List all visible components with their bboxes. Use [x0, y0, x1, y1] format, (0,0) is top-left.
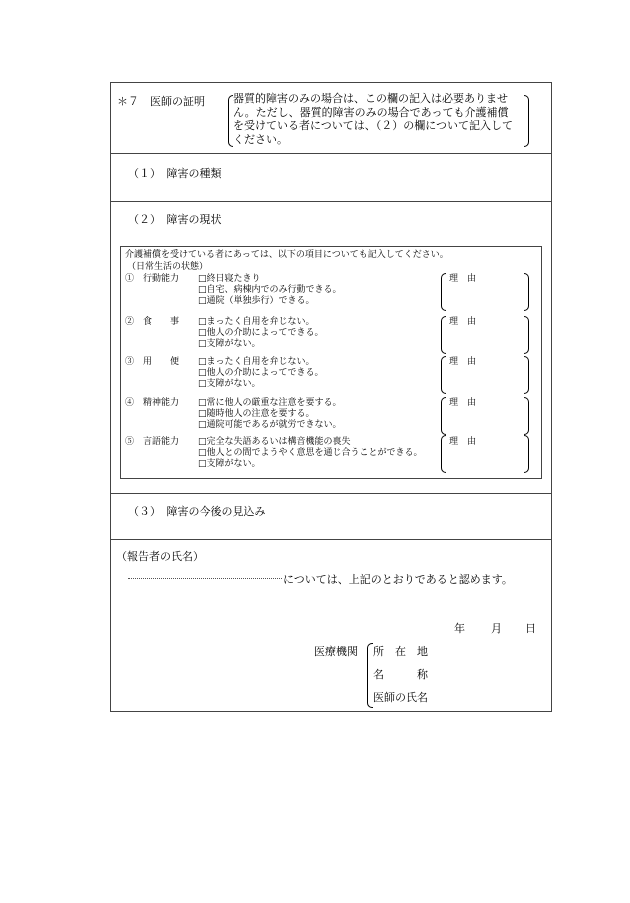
category-options: [198, 317, 324, 350]
note-line: ん。ただし、器質的障害のみの場合であっても介護補償: [233, 105, 509, 119]
certificate-frame: [110, 82, 552, 712]
category-label: ⑤ 言語能力: [125, 437, 180, 447]
institution-name: 名 称: [373, 668, 428, 681]
note-line: を受けている者については、（２）の欄について記入して: [233, 119, 514, 132]
date-year: 年: [454, 622, 465, 635]
category-options: [198, 437, 423, 470]
reason-right-brace: [524, 397, 529, 435]
checkbox-option[interactable]: □まったく自用を弁じない。: [198, 317, 315, 327]
reason-label: 理 由: [449, 398, 477, 408]
status-heading: （２） 障害の現状: [128, 213, 222, 226]
checkbox-option[interactable]: □自宅、病棟内でのみ行動できる。: [198, 285, 342, 295]
reporter-name-line[interactable]: [128, 578, 282, 579]
reason-left-brace: [441, 273, 446, 311]
care-intro: 介護補償を受けている者にあっては、以下の項目についても記入してください。: [125, 250, 449, 260]
divider: [111, 153, 551, 154]
checkbox-option[interactable]: □支障がない。: [198, 339, 261, 349]
category-options: [198, 398, 342, 431]
note-line: ください。: [233, 132, 288, 146]
category-options: [198, 357, 324, 390]
reason-label: 理 由: [449, 437, 477, 447]
checkbox-option[interactable]: □まったく自用を弁じない。: [198, 357, 315, 367]
date-day: 日: [525, 622, 536, 635]
note-line: 器質的障害のみの場合は、この欄の記入は必要ありませ: [233, 92, 508, 105]
checkbox-option[interactable]: □他人の介助によってできる。: [198, 328, 324, 338]
reason-right-brace: [524, 356, 529, 394]
care-subtitle: （日常生活の状態）: [127, 262, 209, 272]
institution-label: 医療機関: [314, 645, 358, 658]
reason-label: 理 由: [449, 274, 477, 284]
reason-left-brace: [441, 397, 446, 435]
divider: [111, 539, 551, 540]
certification-statement: については、上記のとおりであると認めます。: [283, 573, 513, 586]
reason-label: 理 由: [449, 317, 477, 327]
doctor-name: 医師の氏名: [373, 691, 428, 704]
category-label: ② 食 事: [125, 317, 180, 327]
care-status-box: [120, 246, 542, 479]
category-label: ① 行動能力: [125, 274, 180, 284]
date-month: 月: [491, 622, 502, 635]
category-options: [198, 274, 342, 307]
category-label: ④ 精神能力: [125, 398, 180, 408]
section7-note: [233, 92, 513, 146]
type-heading: （１） 障害の種類: [128, 167, 222, 180]
checkbox-option[interactable]: □支障がない。: [198, 379, 261, 389]
checkbox-option[interactable]: □常に他人の厳重な注意を要する。: [198, 398, 342, 408]
checkbox-option[interactable]: □完全な失語あるいは構音機能の喪失: [198, 437, 351, 447]
divider: [111, 493, 551, 494]
checkbox-option[interactable]: □随時他人の注意を要する。: [198, 409, 315, 419]
reason-label: 理 由: [449, 357, 477, 367]
checkbox-option[interactable]: □支障がない。: [198, 459, 261, 469]
institution-address: 所 在 地: [373, 645, 428, 658]
reason-right-brace: [524, 435, 529, 473]
checkbox-option[interactable]: □通院可能であるが就労できない。: [198, 420, 342, 430]
outlook-heading: （３） 障害の今後の見込み: [128, 505, 266, 518]
reason-left-brace: [441, 316, 446, 354]
checkbox-option[interactable]: □終日寝たきり: [198, 274, 261, 284]
reason-right-brace: [524, 273, 529, 311]
checkbox-option[interactable]: □通院（単独歩行）できる。: [198, 296, 315, 306]
category-label: ③ 用 便: [125, 357, 180, 367]
reason-left-brace: [441, 356, 446, 394]
reporter-label: （報告者の氏名）: [116, 550, 204, 563]
reason-left-brace: [441, 435, 446, 473]
section7-label: ＊７ 医師の証明: [117, 95, 205, 108]
reason-right-brace: [524, 316, 529, 354]
checkbox-option[interactable]: □他人との間でようやく意思を通じ合うことができる。: [198, 448, 423, 458]
divider: [111, 201, 551, 202]
checkbox-option[interactable]: □他人の介助によってできる。: [198, 368, 324, 378]
note-right-brace: [524, 95, 529, 147]
